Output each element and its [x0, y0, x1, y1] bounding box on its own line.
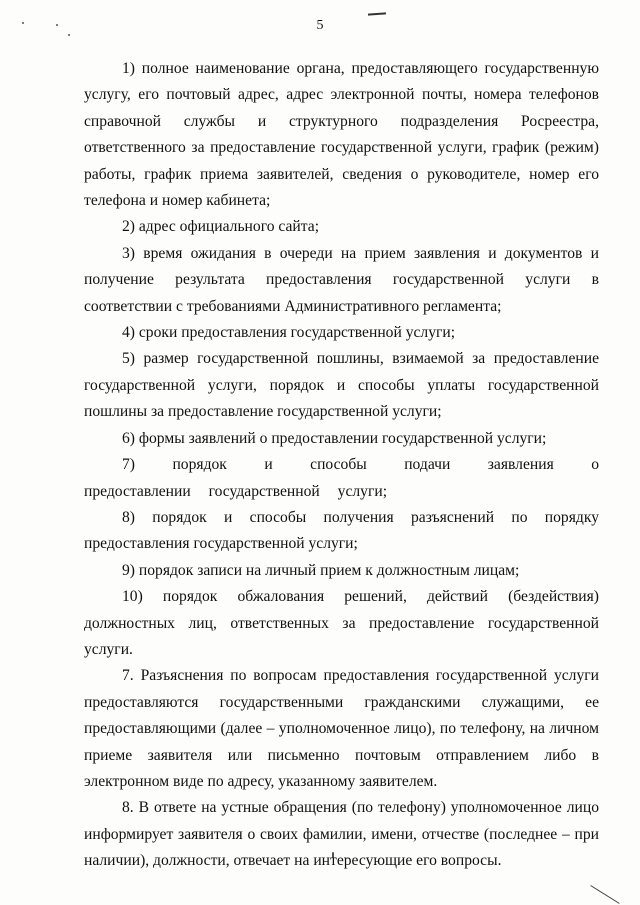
page-number: 5 — [316, 18, 324, 33]
scan-mark — [368, 12, 386, 15]
list-item: 10) порядок обжалования решений, действий (бездействия) должностных лиц, ответственных за предоставление государственной услуги. — [84, 588, 599, 658]
scan-mark — [590, 885, 619, 904]
list-item: 7) порядок и способы подачи заявления о предоставлении государственной услуги; — [84, 456, 599, 500]
list-item: 6) формы заявлений о предоставлении государственной услуги; — [122, 429, 547, 447]
list-item: 5) размер государственной пошлины, взимаемой за предоставление государственной услуги, порядок и способы уплаты государственной пошлины за предоставление государственной услуги; — [84, 350, 599, 421]
list-item: 4) сроки предоставления государственной услуги; — [122, 324, 456, 342]
list-item: 2) адрес официального сайта; — [122, 218, 320, 236]
list-item: 8) порядок и способы получения разъяснений по порядку предоставления государственной услуги; — [84, 508, 599, 553]
list-item: 3) время ожидания в очереди на прием заявления и документов и получение результата предоставления государственной услуги в соответствии с требованиями Административного регламента; — [84, 244, 599, 315]
list-item: 1) полное наименование органа, предоставляющего государственную услугу, его почтовый адрес, адрес электронной почты, номера телефонов справочной службы и структурного подразделения Росреестра, ответственного за предоставление государственной услуги, график (режим) работы, график приема заявителей, сведения о руководителе, номер его телефона и номер кабинета; — [84, 60, 599, 210]
list-item: 9) порядок записи на личный прием к должностным лицам; — [122, 561, 520, 579]
document-body — [84, 56, 599, 875]
clause-paragraph: 8. В ответе на устные обращения (по телефону) уполномоченное лицо информирует заявителя о своих фамилии, имени, отчестве (последнее – при наличии), должности, отвечает на интересующие его вопросы. — [84, 799, 599, 870]
scan-speck — [68, 34, 70, 36]
clause-paragraph: 7. Разъяснения по вопросам предоставления государственной услуги предоставляются государственными гражданскими служащими, ее предоставляющими (далее – уполномоченное лицо), по телефону, на личном приеме заявителя или письменно почтовым отправлением либо в электронном виде по адресу, указанному заявителем. — [84, 667, 599, 790]
